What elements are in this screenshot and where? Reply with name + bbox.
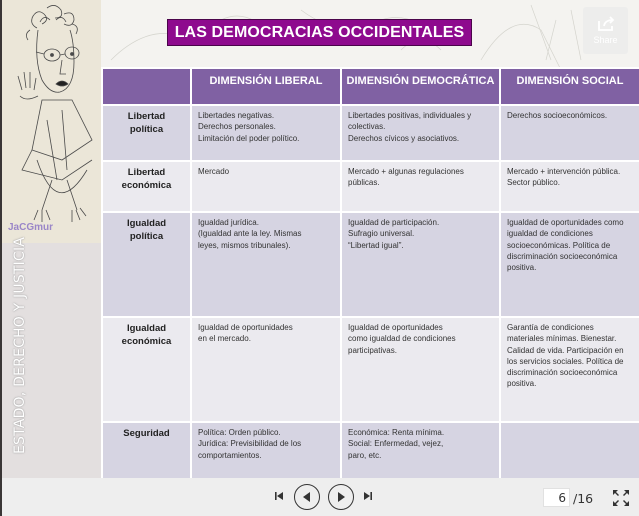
table-row-igualdad-politica [102,212,639,317]
cell-social [500,105,639,161]
cell-line: como igualdad de condiciones [348,334,456,344]
cell-line: Igualdad de oportunidades [198,323,293,332]
table-row-libertad-economica [102,161,639,212]
cell-line: leyes, mismos tribunales). [198,240,291,250]
cell-line: positiva. [507,263,537,273]
row-label [102,161,191,212]
header-empty [102,68,191,105]
row-label-line: Igualdad [126,218,167,229]
cell-democratica [341,422,500,478]
first-slide-button[interactable] [273,489,285,503]
cell-line: igualdad de condiciones [507,229,593,239]
cell-line: Derechos personales. [198,122,276,132]
skip-to-last-icon [363,491,373,501]
row-label [102,317,191,422]
next-slide-button[interactable] [328,484,354,510]
cell-line: Libertades positivas, individuales y [348,111,472,120]
cell-liberal [191,422,341,478]
share-button[interactable] [583,7,628,54]
cell-line: Mercado + intervención pública. [507,167,621,176]
cell-line: (Igualdad ante la ley. Mismas [198,229,302,239]
row-label-line: económica [121,335,172,347]
navigation-bar [0,478,639,516]
cell-liberal [191,105,341,161]
cell-line: Mercado [198,167,230,176]
table-header-row [102,68,639,105]
share-icon [596,16,616,32]
cell-social [500,317,639,422]
cell-line: Igualdad de oportunidades [348,323,443,332]
left-edge-strip [0,0,2,516]
row-label-line: Igualdad [126,323,167,334]
cell-line: positiva. [507,379,537,389]
cell-line: Derechos cívicos y asociativos. [348,133,460,143]
cell-line: Garantía de condiciones [507,323,594,332]
header-dimension-democratica: DIMENSIÓN DEMOCRÁTICA [341,68,500,105]
cell-social [500,212,639,317]
table-row-libertad-politica [102,105,639,161]
artist-signature: JaCGmur [8,222,54,233]
row-label-line: política [129,123,164,135]
dimensions-table [101,67,639,478]
cell-line: “Libertad igual”. [348,240,404,250]
skip-to-first-icon [274,491,284,501]
cell-social [500,422,639,478]
cell-line: Social: Enfermedad, vejez, [348,439,444,449]
cell-line: paro, etc. [348,450,382,460]
header-dimension-social: DIMENSIÓN SOCIAL [500,68,639,105]
row-label-line: política [129,230,164,242]
previous-icon [301,491,313,503]
cell-line: Calidad de vida. Participación en [507,345,624,355]
cell-line: Sufragio universal. [348,229,415,239]
share-label: Share [593,35,618,45]
cell-line: colectivas. [348,122,386,132]
cell-line: Jurídica: Previsibilidad de los [198,439,302,449]
cell-line: Derechos socioeconómicos. [507,111,608,120]
cell-democratica [341,317,500,422]
last-slide-button[interactable] [362,489,374,503]
fullscreen-icon [612,489,630,507]
cell-line: Política: Orden público. [198,428,281,437]
cell-line: Igualdad de participación. [348,218,440,227]
row-label [102,212,191,317]
cell-line: públicas. [348,178,380,188]
cell-line: socioeconómicas. Política de [507,240,611,250]
cell-line: discriminación socioeconómica [507,251,618,261]
row-label-line: Seguridad [123,428,170,439]
previous-slide-button[interactable] [294,484,320,510]
table-row-seguridad [102,422,639,478]
cell-line: Económica: Renta mínima. [348,428,445,437]
cell-line: materiales mínimas. Bienestar. [507,334,617,344]
cell-line: Sector público. [507,178,560,188]
page-total: /16 [573,491,594,506]
fullscreen-button[interactable] [612,489,630,507]
cell-line: en el mercado. [198,334,251,344]
row-label-line: económica [121,179,172,191]
cell-line: Limitación del poder político. [198,133,300,143]
row-label [102,105,191,161]
cell-line: comportamientos. [198,450,262,460]
cell-line: Igualdad de oportunidades como [507,218,624,227]
cell-democratica [341,161,500,212]
cell-liberal [191,212,341,317]
row-label-line: Libertad [127,111,166,122]
cell-liberal [191,317,341,422]
cell-line: participativas. [348,345,397,355]
cell-democratica [341,212,500,317]
cell-social [500,161,639,212]
page-number-input[interactable] [543,488,570,507]
cell-line: discriminación socioeconómica [507,368,618,378]
row-label-line: Libertad [127,167,166,178]
cell-line: los servicios sociales. Política de [507,356,624,366]
vertical-section-title: ESTADO, DERECHO Y JUSTICIA [12,236,28,454]
cell-line: Igualdad jurídica. [198,218,259,227]
slide-title: LAS DEMOCRACIAS OCCIDENTALES [174,23,465,41]
cell-democratica [341,105,500,161]
row-label [102,422,191,478]
table-row-igualdad-economica [102,317,639,422]
caricature-image [2,0,101,243]
slide-title-box [167,19,472,46]
header-dimension-liberal: DIMENSIÓN LIBERAL [191,68,341,105]
next-icon [335,491,347,503]
cell-line: Mercado + algunas regulaciones [348,167,464,176]
cell-liberal [191,161,341,212]
cell-line: Libertades negativas. [198,111,275,120]
